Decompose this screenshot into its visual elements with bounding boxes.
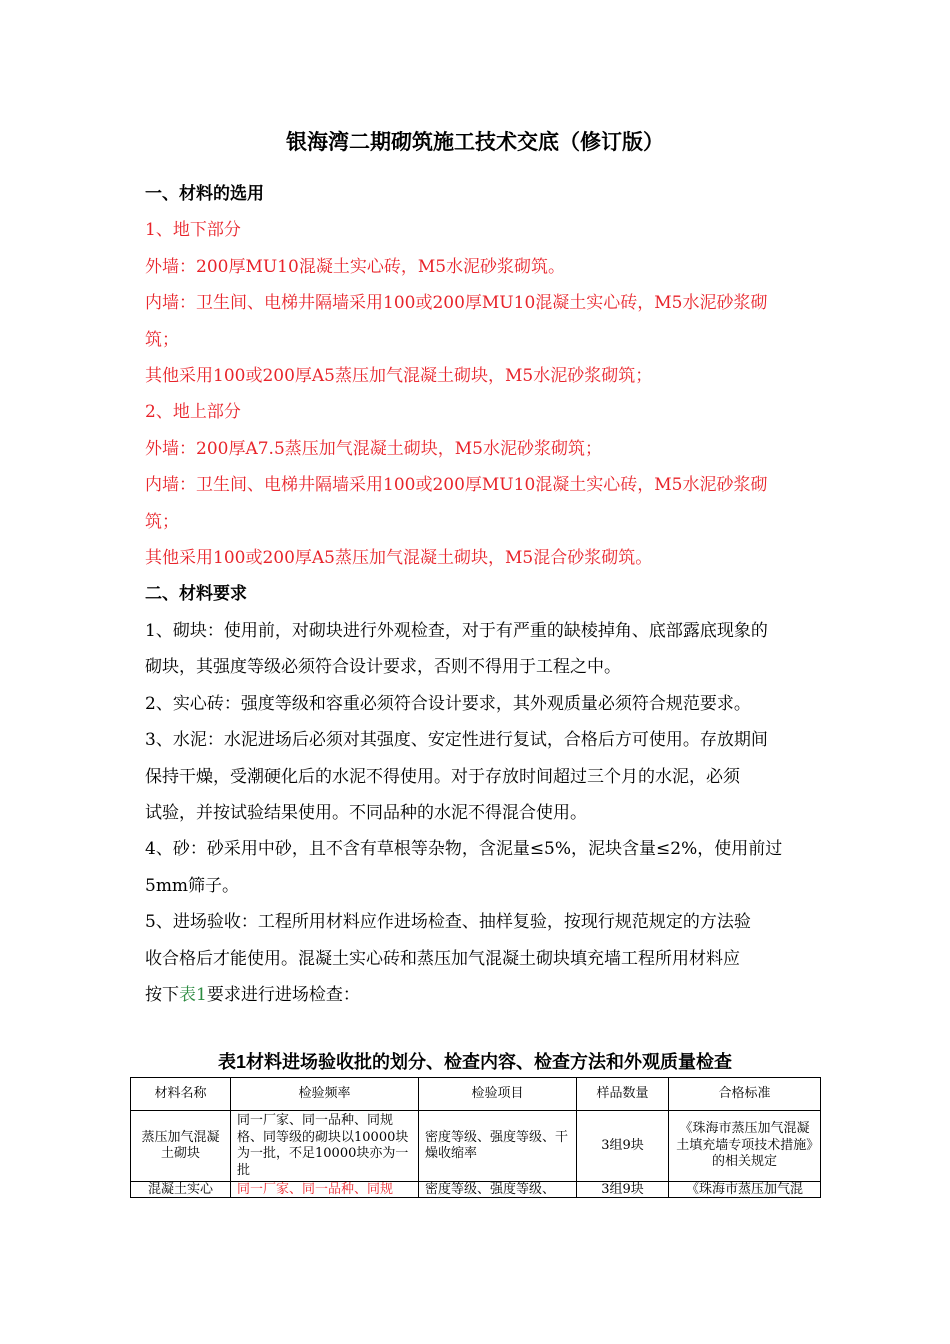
table-row: [131, 1182, 821, 1198]
section2-item4-line1: 4、砂：砂采用中砂，且不含有草根等杂物，含泥量≤5%，泥块含量≤2%，使用前过: [145, 839, 783, 860]
section1-heading: 一、材料的选用: [145, 184, 264, 204]
cell-material: [131, 1182, 231, 1198]
cell-frequency: [231, 1182, 419, 1198]
section2-item5-line2: 收合格后才能使用。混凝土实心砖和蒸压加气混凝土砌块填充墙工程所用材料应: [145, 948, 740, 969]
section1-sub2-exterior: 外墙：200厚A7.5蒸压加气混凝土砌块，M5水泥砂浆砌筑；: [145, 438, 602, 459]
header-material-name: 材料名称: [131, 1078, 231, 1111]
item5-line3-suffix: 要求进行进场检查：: [206, 984, 360, 1005]
section2-item3-line1: 3、水泥：水泥进场后必须对其强度、安定性进行复试，合格后方可使用。存放期间: [145, 730, 768, 751]
section1-sub2-interior-line1: 内墙：卫生间、电梯井隔墙采用100或200厚MU10混凝土实心砖，M5水泥砂浆砌: [145, 475, 768, 496]
materials-table: [130, 1077, 821, 1198]
section1-sub2-other: 其他采用100或200厚A5蒸压加气混凝土砌块，M5混合砂浆砌筑。: [145, 548, 653, 569]
section1-sub1-heading: 1、地下部分: [145, 220, 241, 241]
section2-item3-line2: 保持干燥，受潮硬化后的水泥不得使用。对于存放时间超过三个月的水泥，必须: [145, 766, 740, 787]
section2-heading: 二、材料要求: [145, 584, 247, 605]
header-inspection-frequency: 检验频率: [231, 1078, 419, 1111]
cell-samples: [577, 1182, 669, 1198]
document-title: 银海湾二期砌筑施工技术交底（修订版）: [286, 129, 664, 154]
section1-sub2-interior-line2: 筑；: [145, 511, 179, 532]
cell-frequency-text: 同一厂家、同一品种、同规: [237, 1182, 394, 1197]
section1-sub1-interior-line2: 筑；: [145, 329, 179, 350]
table-title: 表1材料进场验收批的划分、检查内容、检查方法和外观质量检查: [217, 1052, 732, 1072]
cell-samples: 3组9块: [577, 1111, 669, 1182]
cell-standard: 《珠海市蒸压加气混凝土填充墙专项技术措施》的相关规定: [669, 1111, 821, 1182]
section1-sub2-heading: 2、地上部分: [145, 402, 241, 423]
section2-item1-line1: 1、砌块：使用前，对砌块进行外观检查，对于有严重的缺棱掉角、底部露底现象的: [145, 620, 768, 641]
table1-reference-link[interactable]: 表1: [179, 984, 207, 1005]
table-row: [131, 1111, 821, 1182]
cell-standard-text: 《珠海市蒸压加气混: [685, 1182, 803, 1197]
section1-sub1-interior-line1: 内墙：卫生间、电梯井隔墙采用100或200厚MU10混凝土实心砖，M5水泥砂浆砌: [145, 293, 768, 314]
item5-line3-prefix: 按下: [145, 984, 179, 1005]
section2-item1-line2: 砌块，其强度等级必须符合设计要求，否则不得用于工程之中。: [145, 657, 621, 678]
section2-item2-line1: 2、实心砖：强度等级和容重必须符合设计要求，其外观质量必须符合规范要求。: [145, 693, 751, 714]
section1-sub1-exterior: 外墙：200厚MU10混凝土实心砖，M5水泥砂浆砌筑。: [145, 256, 566, 277]
cell-material-text: 混凝土实心: [147, 1182, 213, 1197]
document-body: [145, 176, 812, 1013]
section2-item5-line1: 5、进场验收：工程所用材料应作进场检查、抽样复验，按现行规范规定的方法验: [145, 912, 751, 933]
table-header-row: [131, 1078, 821, 1111]
header-sample-quantity: 样品数量: [577, 1078, 669, 1111]
cell-frequency: 同一厂家、同一品种、同规格、同等级的砌块以10000块为一批，不足10000块亦为一批: [231, 1111, 419, 1182]
cell-samples-text: 3组9块: [601, 1182, 644, 1197]
section1-sub1-other: 其他采用100或200厚A5蒸压加气混凝土砌块，M5水泥砂浆砌筑；: [145, 366, 653, 387]
cell-items: [419, 1182, 577, 1198]
cell-items: 密度等级、强度等级、干燥收缩率: [419, 1111, 577, 1182]
section2-item3-line3: 试验，并按试验结果使用。不同品种的水泥不得混合使用。: [145, 802, 587, 823]
header-inspection-items: 检验项目: [419, 1078, 577, 1111]
section2-item4-line2: 5mm筛子。: [145, 875, 240, 896]
section2-item5-line3: [145, 977, 812, 1013]
cell-items-text: 密度等级、强度等级、: [425, 1182, 556, 1197]
cell-material: 蒸压加气混凝土砌块: [131, 1111, 231, 1182]
header-acceptance-standard: 合格标准: [669, 1078, 821, 1111]
cell-standard: [669, 1182, 821, 1198]
